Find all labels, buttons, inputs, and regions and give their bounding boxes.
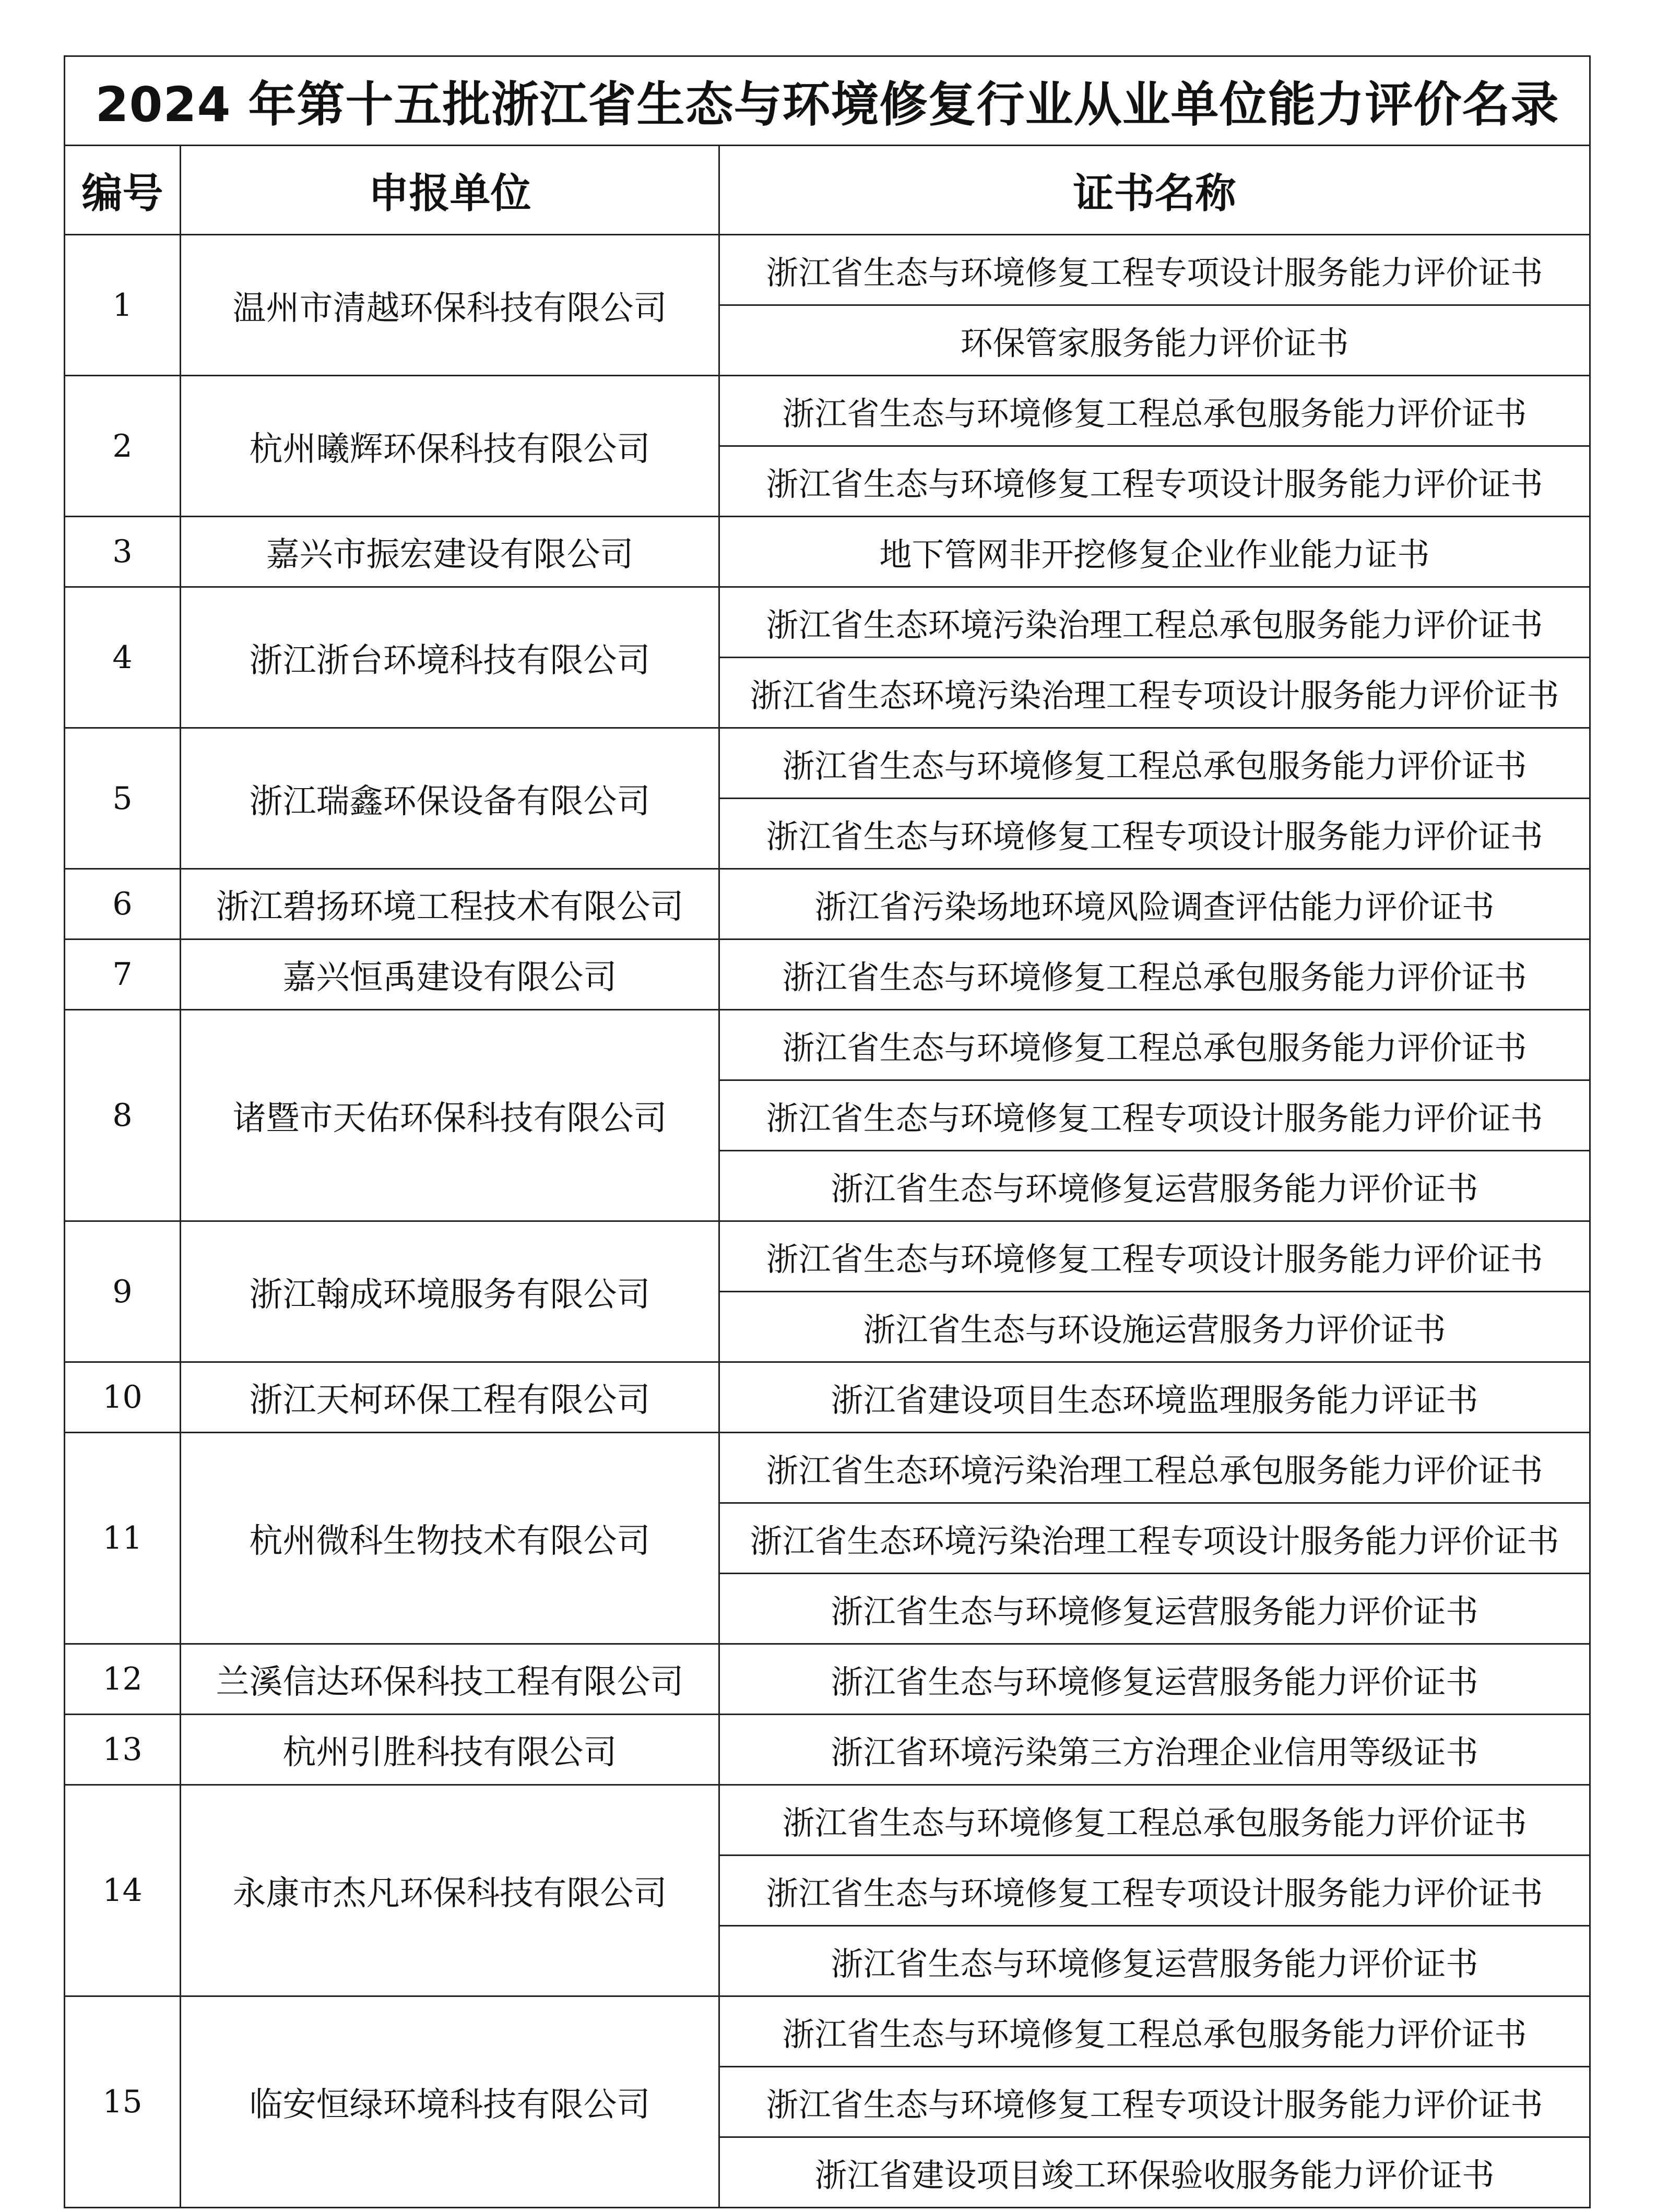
row-number: 7 [65,939,181,1010]
table-row [65,1644,1590,1715]
certificate-name: 浙江省生态与环境修复工程专项设计服务能力评价证书 [719,2067,1590,2137]
certificate-name: 浙江省生态环境污染治理工程专项设计服务能力评价证书 [719,1503,1590,1574]
table-row [65,728,1590,799]
row-number: 2 [65,376,181,517]
certificate-name: 浙江省生态与环境修复工程专项设计服务能力评价证书 [719,1221,1590,1292]
row-number: 4 [65,587,181,728]
applicant-unit: 杭州曦辉环保科技有限公司 [181,376,719,517]
document-title: 2024 年第十五批浙江省生态与环境修复行业从业单位能力评价名录 [65,56,1590,146]
applicant-unit: 诸暨市天佑环保科技有限公司 [181,1010,719,1221]
row-number: 8 [65,1010,181,1221]
certificate-name: 浙江省生态与环境修复工程总承包服务能力评价证书 [719,1785,1590,1856]
table-row [65,517,1590,587]
header-certificate: 证书名称 [719,146,1590,235]
certificate-name: 浙江省建设项目生态环境监理服务能力评证书 [719,1362,1590,1433]
row-number: 11 [65,1433,181,1644]
applicant-unit: 浙江碧扬环境工程技术有限公司 [181,869,719,939]
table-row [65,1010,1590,1080]
certificate-name: 浙江省生态环境污染治理工程总承包服务能力评价证书 [719,1433,1590,1503]
certificate-name: 浙江省建设项目竣工环保验收服务能力评价证书 [719,2137,1590,2208]
row-number: 14 [65,1785,181,1996]
table-row [65,1996,1590,2067]
header-unit: 申报单位 [181,146,719,235]
applicant-unit: 浙江浙台环境科技有限公司 [181,587,719,728]
applicant-unit: 杭州微科生物技术有限公司 [181,1433,719,1644]
applicant-unit: 浙江瑞鑫环保设备有限公司 [181,728,719,869]
certificate-name: 浙江省环境污染第三方治理企业信用等级证书 [719,1715,1590,1785]
header-row [65,146,1590,235]
row-number: 3 [65,517,181,587]
certificate-name: 浙江省生态与环境修复运营服务能力评价证书 [719,1644,1590,1715]
table-row [65,869,1590,939]
certificate-name: 浙江省生态与环境修复工程专项设计服务能力评价证书 [719,1856,1590,1926]
table-row [65,1715,1590,1785]
applicant-unit: 嘉兴恒禹建设有限公司 [181,939,719,1010]
certificate-name: 浙江省生态与环境修复工程专项设计服务能力评价证书 [719,799,1590,869]
header-number: 编号 [65,146,181,235]
certificate-name: 浙江省生态与环境修复运营服务能力评价证书 [719,1151,1590,1221]
table-body [65,235,1590,2208]
row-number: 15 [65,1996,181,2208]
certificate-name: 浙江省生态与环境修复运营服务能力评价证书 [719,1574,1590,1644]
row-number: 1 [65,235,181,376]
table-row [65,1785,1590,1856]
certificate-name: 浙江省生态环境污染治理工程总承包服务能力评价证书 [719,587,1590,658]
certificate-table [64,55,1591,2208]
row-number: 10 [65,1362,181,1433]
table-row [65,1221,1590,1292]
applicant-unit: 温州市清越环保科技有限公司 [181,235,719,376]
certificate-name: 浙江省生态与环境修复工程总承包服务能力评价证书 [719,728,1590,799]
table-row [65,587,1590,658]
title-row [65,56,1590,146]
certificate-name: 浙江省生态与环设施运营服务力评价证书 [719,1292,1590,1362]
row-number: 13 [65,1715,181,1785]
certificate-name: 浙江省生态环境污染治理工程专项设计服务能力评价证书 [719,658,1590,728]
applicant-unit: 嘉兴市振宏建设有限公司 [181,517,719,587]
table-row [65,376,1590,446]
certificate-name: 浙江省污染场地环境风险调查评估能力评价证书 [719,869,1590,939]
document-page [64,55,1589,2208]
row-number: 6 [65,869,181,939]
applicant-unit: 永康市杰凡环保科技有限公司 [181,1785,719,1996]
certificate-name: 浙江省生态与环境修复工程总承包服务能力评价证书 [719,1010,1590,1080]
certificate-name: 浙江省生态与环境修复工程总承包服务能力评价证书 [719,376,1590,446]
table-row [65,939,1590,1010]
certificate-name: 浙江省生态与环境修复运营服务能力评价证书 [719,1926,1590,1996]
row-number: 12 [65,1644,181,1715]
table-row [65,1362,1590,1433]
table-row [65,235,1590,305]
table-row [65,1433,1590,1503]
applicant-unit: 兰溪信达环保科技工程有限公司 [181,1644,719,1715]
certificate-name: 浙江省生态与环境修复工程总承包服务能力评价证书 [719,939,1590,1010]
row-number: 5 [65,728,181,869]
applicant-unit: 杭州引胜科技有限公司 [181,1715,719,1785]
certificate-name: 浙江省生态与环境修复工程总承包服务能力评价证书 [719,1996,1590,2067]
certificate-name: 浙江省生态与环境修复工程专项设计服务能力评价证书 [719,1080,1590,1151]
applicant-unit: 浙江翰成环境服务有限公司 [181,1221,719,1362]
row-number: 9 [65,1221,181,1362]
certificate-name: 地下管网非开挖修复企业作业能力证书 [719,517,1590,587]
certificate-name: 浙江省生态与环境修复工程专项设计服务能力评价证书 [719,235,1590,305]
applicant-unit: 临安恒绿环境科技有限公司 [181,1996,719,2208]
applicant-unit: 浙江天柯环保工程有限公司 [181,1362,719,1433]
certificate-name: 浙江省生态与环境修复工程专项设计服务能力评价证书 [719,446,1590,517]
certificate-name: 环保管家服务能力评价证书 [719,305,1590,376]
